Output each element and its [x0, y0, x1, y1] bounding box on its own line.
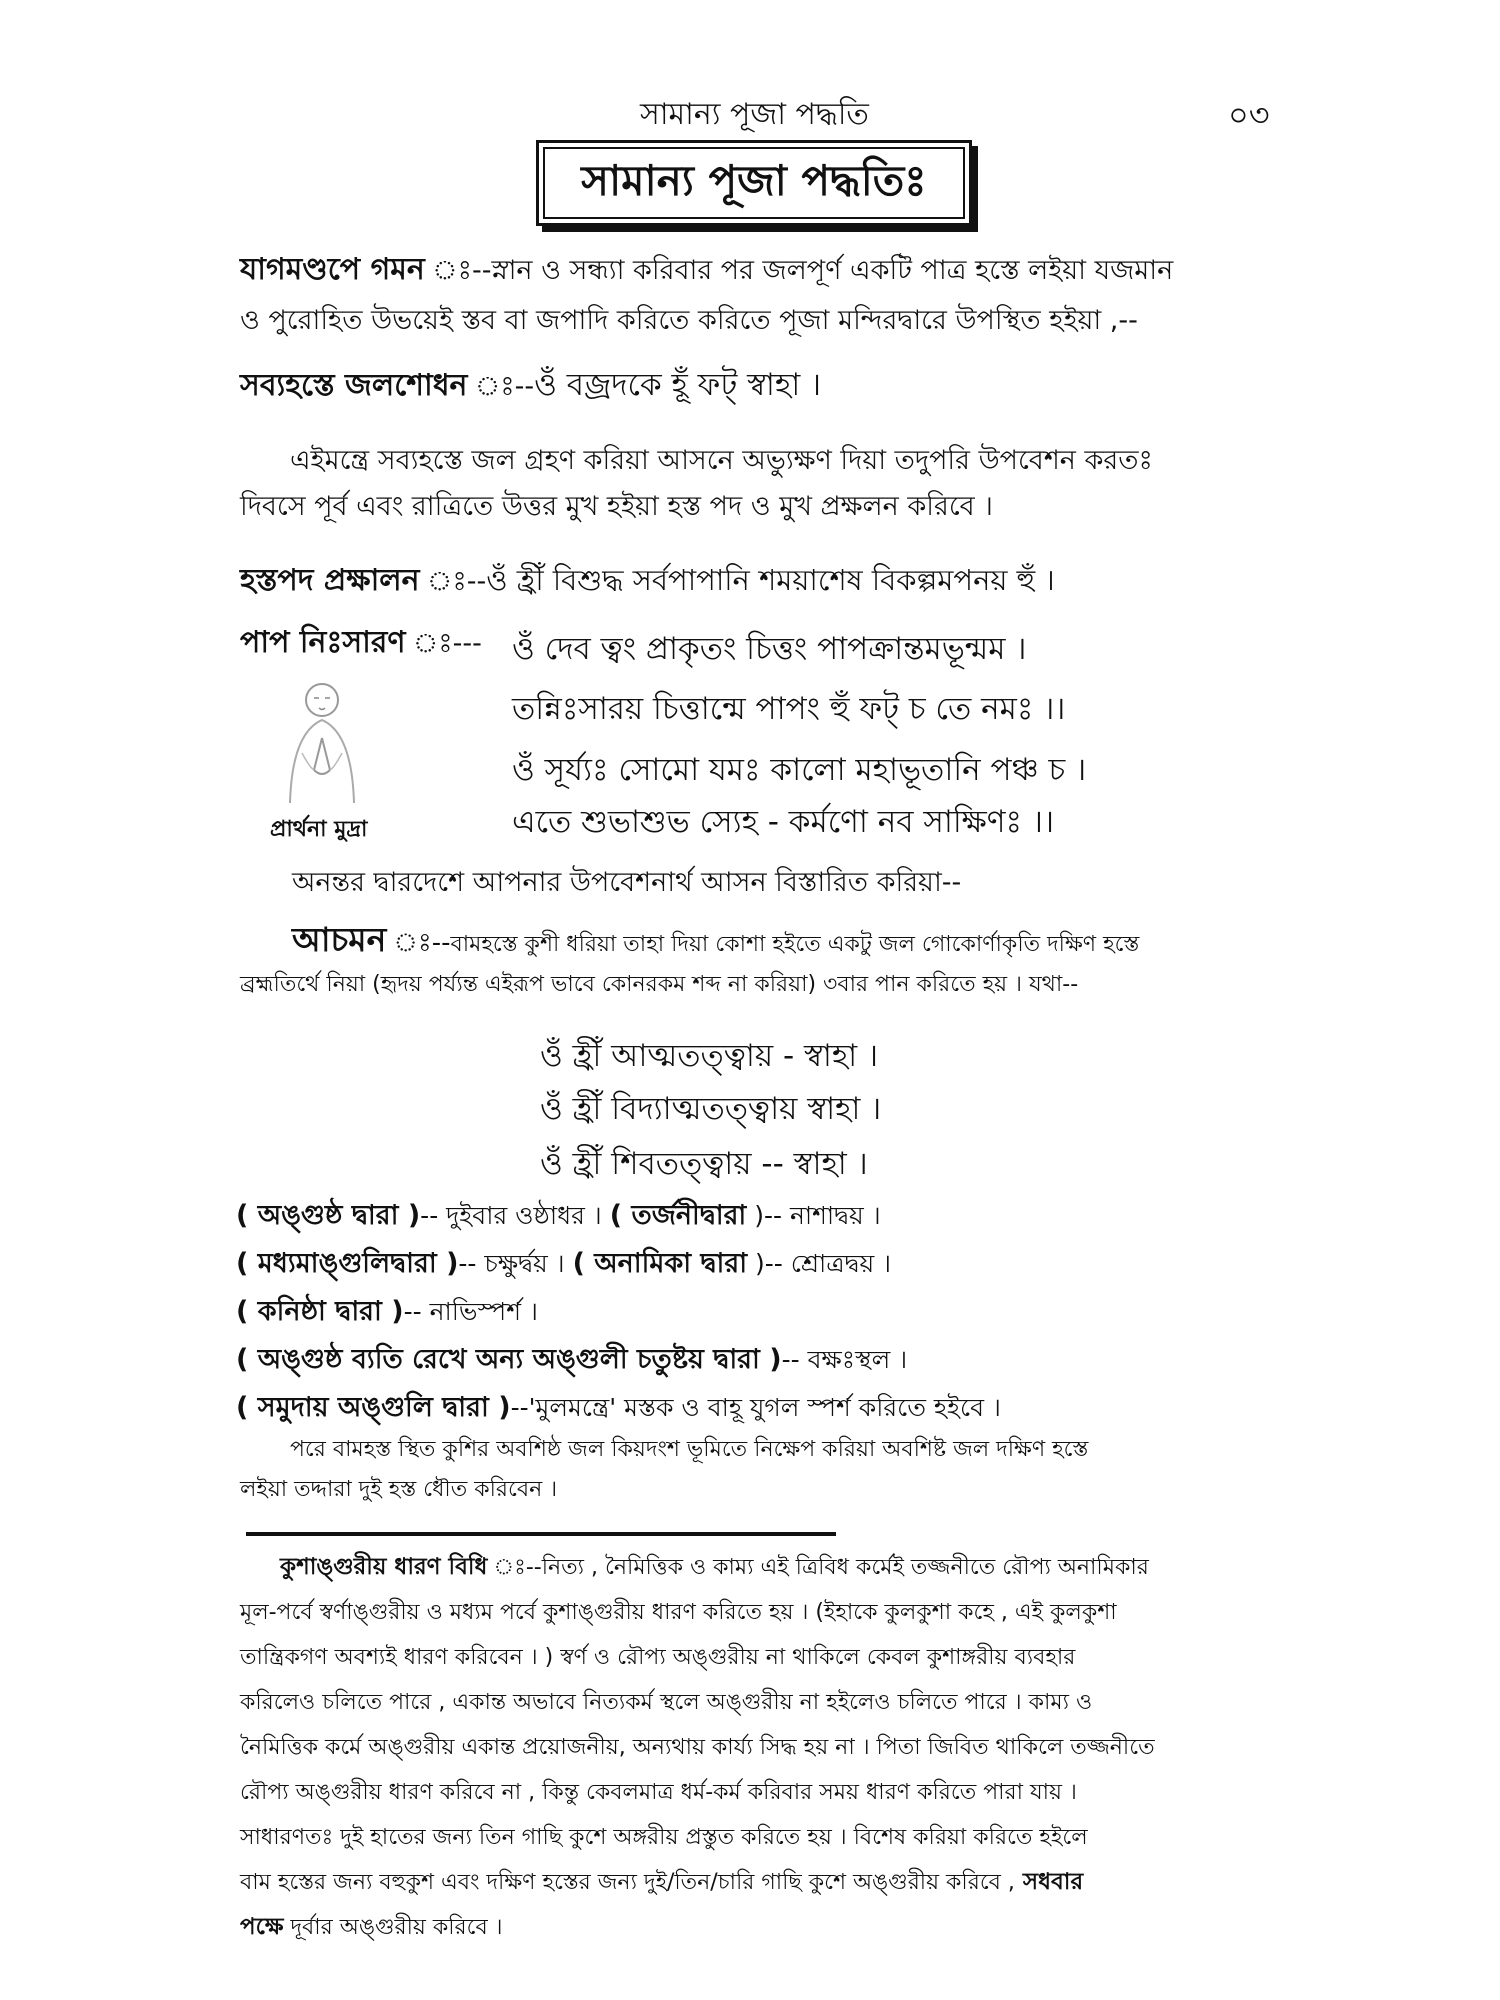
footnote: [240, 1545, 1155, 1950]
separator: ঃ--: [419, 566, 487, 597]
footnote-text: নিত্য , নৈমিত্তিক ও কাম্য এই ত্রিবিধ কর্মেই তজ্জনীতে রৌপ্য অনামিকার: [541, 1555, 1149, 1580]
paragraph-text: এইমন্ত্রে সব্যহস্তে জল গ্রহণ করিয়া আসনে অভ্যুক্ষণ দিয়া তদুপরি উপবেশন করতঃ: [290, 445, 1153, 476]
separator: ঃ---: [405, 628, 482, 659]
separator: ঃ--: [424, 255, 492, 286]
footnote-heading: কুশাঙ্গুরীয় ধারণ বিধি: [280, 1554, 488, 1580]
nyas-list: [236, 1192, 1001, 1432]
footnote-divider: [246, 1532, 836, 1536]
mantra-line: ওঁ সূর্য্যঃ সোমো যমঃ কালো মহাভূতানি পঞ্চ চ ।: [512, 752, 1087, 788]
upabeshan-paragraph: [240, 438, 1153, 530]
footnote-bold-text: সধবার: [1014, 1869, 1084, 1895]
paragraph-text: পরে বামহস্ত স্থিত কুশির অবশিষ্ঠ জল কিয়দংশ ভূমিতে নিক্ষেপ করিয়া অবশিষ্ট জল দক্ষিণ হস্তে: [290, 1437, 1089, 1462]
prayer-mudra-figure: [262, 678, 382, 808]
list-item: ( অঙ্গুষ্ঠ ব্যতি রেখে অন্য অঙ্গুলী চতুষ্টয় দ্বারা )-- বক্ষঃস্থল ।: [236, 1344, 908, 1375]
title-box: [536, 140, 972, 226]
figure-caption: প্রার্থনা মুদ্রা: [270, 817, 368, 842]
achaman-paragraph: [240, 920, 1280, 1005]
section-heading: আচমন: [292, 920, 387, 959]
footnote-text: রৌপ্য অঙ্গুরীয় ধারণ করিবে না , কিন্তু কেবলমাত্র ধর্ম-কর্ম করিবার সময় ধারণ করিতে পারা যায় ।: [240, 1780, 1077, 1805]
mantra-text: ওঁ হ্রীঁ বিশুদ্ধ সর্বপাপানি শময়াশেষ বিকল্পমপনয় হুঁ ।: [486, 563, 1055, 597]
achaman-mantra: ওঁ হ্রীঁ শিবতত্ত্বায় -- স্বাহা ।: [540, 1146, 868, 1182]
list-item: ( কনিষ্ঠা দ্বারা )-- নাভিস্পর্শ ।: [236, 1296, 538, 1327]
running-title: সামান্য পূজা পদ্ধতি: [640, 97, 869, 132]
footnote-text: দূর্বার অঙ্গুরীয় করিবে ।: [283, 1915, 503, 1940]
footnote-text: করিলেও চলিতে পারে , একান্ত অভাবে নিত্যকর্ম স্থলে অঙ্গুরীয় না হইলেও চলিতে পারে । কাম্য ও: [240, 1690, 1093, 1715]
paragraph-text: দিবসে পূর্ব এবং রাত্রিতে উত্তর মুখ হইয়া হস্ত পদ ও মুখ প্রক্ষলন করিবে ।: [240, 491, 993, 522]
paragraph-text: ব্রহ্মতির্থে নিয়া (হৃদয় পর্য্যন্ত এইরূপ ভাবে কোনরকম শব্দ না করিয়া) ৩বার পান করিতে হয় । যথা--: [240, 972, 1079, 997]
section-heading: যাগমণ্ডপে গমন: [240, 252, 425, 287]
achaman-mantra: ওঁ হ্রীঁ আত্মতত্ত্বায় - স্বাহা ।: [540, 1038, 879, 1074]
paragraph-text: স্নান ও সন্ধ্যা করিবার পর জলপূর্ণ একটি পাত্র হস্তে লইয়া যজমান: [491, 255, 1174, 286]
yagmandap-paragraph: [240, 245, 1270, 346]
mantra-text: ওঁ বজ্রদকে হূঁ ফট্ স্বাহা ।: [534, 367, 822, 403]
footnote-text: সাধারণতঃ দুই হাতের জন্য তিন গাছি কুশে অঙ্গরীয় প্রস্তুত করিতে হয় । বিশেষ করিয়া করিতে হইলে: [240, 1825, 1088, 1850]
separator: ঃ--: [467, 371, 535, 402]
page-number: ০৩: [1228, 96, 1270, 134]
paragraph-text: বামহস্তে কুশী ধরিয়া তাহা দিয়া কোশা হইতে একটু জল গোকোর্ণাকৃতি দক্ষিণ হস্তে: [450, 932, 1140, 957]
list-item: ( অঙ্গুষ্ঠ দ্বারা )-- দুইবার ওষ্ঠাধর । ( তর্জনীদ্বারা )-- নাশাদ্বয় ।: [236, 1200, 881, 1231]
footnote-text: বাম হস্তের জন্য বহুকুশ এবং দক্ষিণ হস্তের জন্য দুই/তিন/চারি গাছি কুশে অঙ্গুরীয় করিবে ,: [240, 1870, 1015, 1895]
achaman-mantra: ওঁ হ্রীঁ বিদ্যাত্মতত্ত্বায় স্বাহা ।: [540, 1091, 882, 1127]
footnote-text: মূল-পর্বে স্বর্ণাঙ্গুরীয় ও মধ্যম পর্বে কুশাঙ্গুরীয় ধারণ করিতে হয় । (ইহাকে কুলকুশা কহে , এই কুলকুশা: [240, 1600, 1117, 1625]
paragraph-text: লইয়া তদ্দারা দুই হস্ত ধৌত করিবেন ।: [240, 1477, 558, 1502]
separator: ঃ--: [386, 928, 451, 958]
footnote-text: তান্ত্রিকগণ অবশ্যই ধারণ করিবেন । ) স্বর্ণ ও রৌপ্য অঙ্গুরীয় না থাকিলে কেবল কুশাঙ্গরীয় ব্যবহার: [240, 1645, 1076, 1670]
section-heading: হস্তপদ প্রক্ষালন: [240, 563, 420, 598]
section-heading: সব্যহস্তে জলশোধন: [240, 368, 468, 403]
hastapad-line: [240, 555, 1055, 607]
mantra-line: ওঁ দেব ত্বং প্রাকৃতং চিত্তং পাপক্রান্তমভূন্মম ।: [512, 631, 1027, 667]
paragraph-text: ও পুরোহিত উভয়েই স্তব বা জপাদি করিতে করিতে পূজা মন্দিরদ্বারে উপস্থিত হইয়া ,--: [240, 305, 1138, 336]
papnihsaran-heading-line: [240, 618, 482, 669]
asan-line: অনন্তর দ্বারদেশে আপনার উপবেশনার্থ আসন বিস্তারিত করিয়া--: [292, 867, 962, 898]
jalashodhan-line: [240, 360, 821, 412]
pore-paragraph: [240, 1430, 1088, 1510]
list-item: ( মধ্যমাঙ্গুলিদ্বারা )-- চক্ষুর্দ্বয় । ( অনামিকা দ্বারা )-- শ্রোত্রদ্বয় ।: [236, 1248, 892, 1279]
list-item: ( সমুদায় অঙ্গুলি দ্বারা )--'মুলমন্ত্রে' মস্তক ও বাহূ যুগল স্পর্শ করিতে হইবে ।: [236, 1392, 1001, 1423]
mantra-line: তন্নিঃসারয় চিত্তান্মে পাপং হুঁ ফট্ চ তে নমঃ ।।: [512, 691, 1066, 727]
section-heading: পাপ নিঃসারণ: [240, 625, 406, 660]
separator: ঃ--: [487, 1555, 542, 1580]
footnote-bold-text: পক্ষে: [240, 1914, 284, 1940]
page-title: সামান্য পূজা পদ্ধতিঃ: [581, 155, 927, 205]
mantra-line: এতে শুভাশুভ স্যেহ - কর্মণো নব সাক্ষিণঃ ।।: [512, 804, 1055, 840]
footnote-text: নৈমিত্তিক কর্মে অঙ্গুরীয় একান্ত প্রয়োজনীয়, অন্যথায় কার্য্য সিদ্ধ হয় না । পিতা জিবিত থাকিলে তজ্জনীতে: [240, 1735, 1155, 1760]
